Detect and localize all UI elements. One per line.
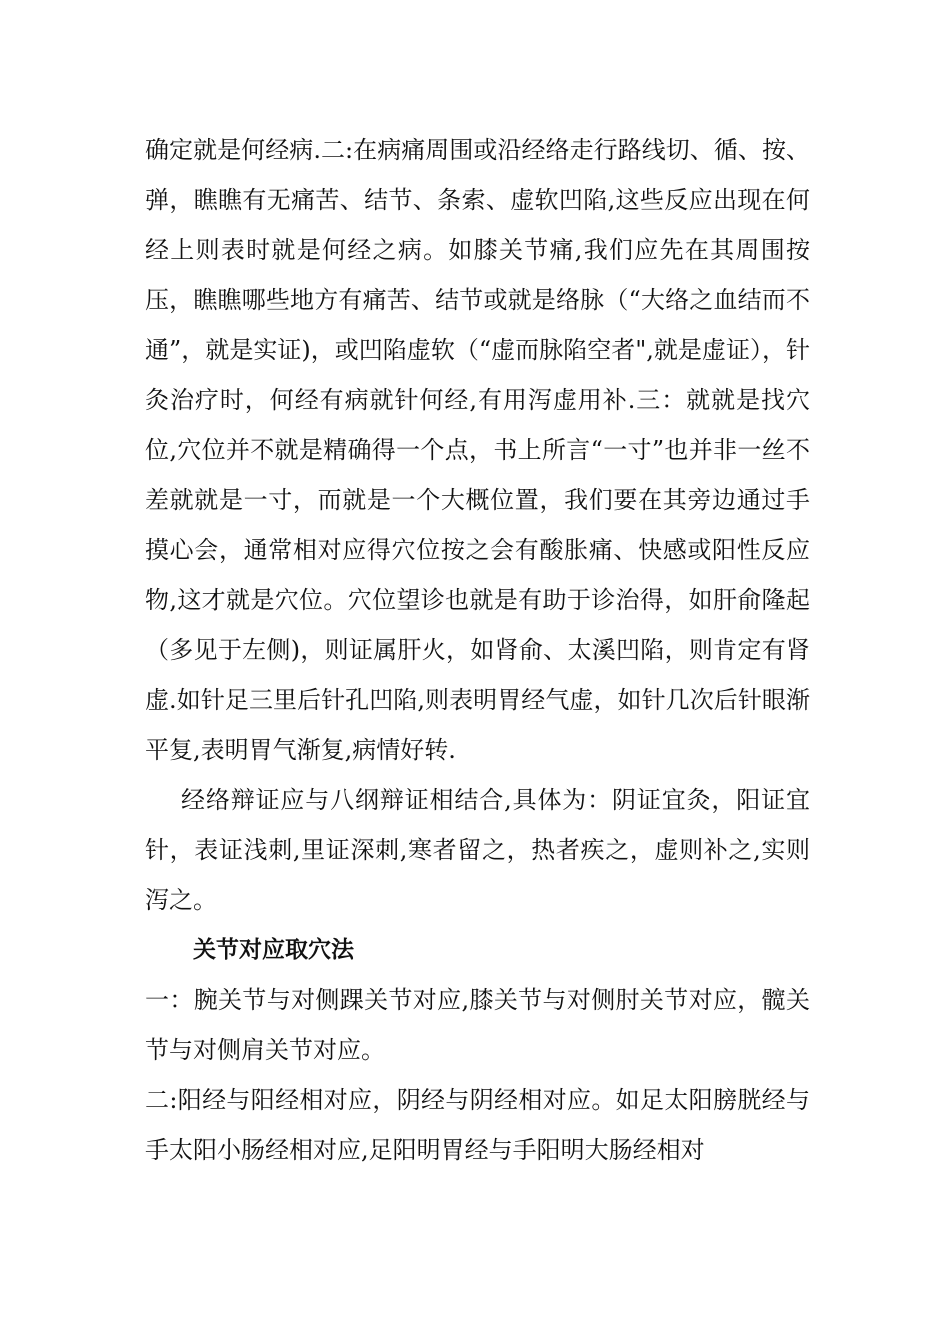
list-item-joint-correspondence: 一：腕关节与对侧踝关节对应,膝关节与对侧肘关节对应，髋关节与对侧肩关节对应。 bbox=[145, 986, 810, 1064]
paragraph-eight-principles: 经络辩证应与八纲辩证相结合,具体为：阴证宜灸，阳证宜针，表证浅刺,里证深刺,寒者留之，热者疾之，虚则补之,实则泻之。 bbox=[145, 786, 810, 914]
section-heading: 关节对应取穴法 bbox=[193, 937, 354, 963]
document-body bbox=[145, 125, 810, 1175]
paragraph-diagnosis: 确定就是何经病.二:在病痛周围或沿经络走行路线切、循、按、弹，瞧瞧有无痛苦、结节、条索、虚软凹陷,这些反应出现在何经上则表时就是何经之病。如膝关节痛,我们应先在其周围按压，瞧瞧哪些地方有痛苦、结节或就是络脉（“大络之血结而不通”，就是实证)，或凹陷虚软（“虚而脉陷空者",就是虚证），针灸治疗时，何经有病就针何经,有用泻虚用补.三：就就是找穴位,穴位并不就是精确得一个点，书上所言“一寸”也并非一丝不差就就是一寸，而就是一个大概位置，我们要在其旁边通过手摸心会，通常相对应得穴位按之会有酸胀痛、快感或阳性反应物,这才就是穴位。穴位望诊也就是有助于诊治得，如肝俞隆起（多见于左侧)，则证属肝火，如肾俞、太溪凹陷，则肯定有肾虚.如针足三里后针孔凹陷,则表明胃经气虚，如针几次后针眼渐平复,表明胃气渐复,病情好转. bbox=[145, 136, 810, 764]
list-item-meridian-correspondence: 二:阳经与阳经相对应，阴经与阴经相对应。如足太阳膀胱经与手太阳小肠经相对应,足阳明胃经与手阳明大肠经相对 bbox=[145, 1086, 810, 1164]
